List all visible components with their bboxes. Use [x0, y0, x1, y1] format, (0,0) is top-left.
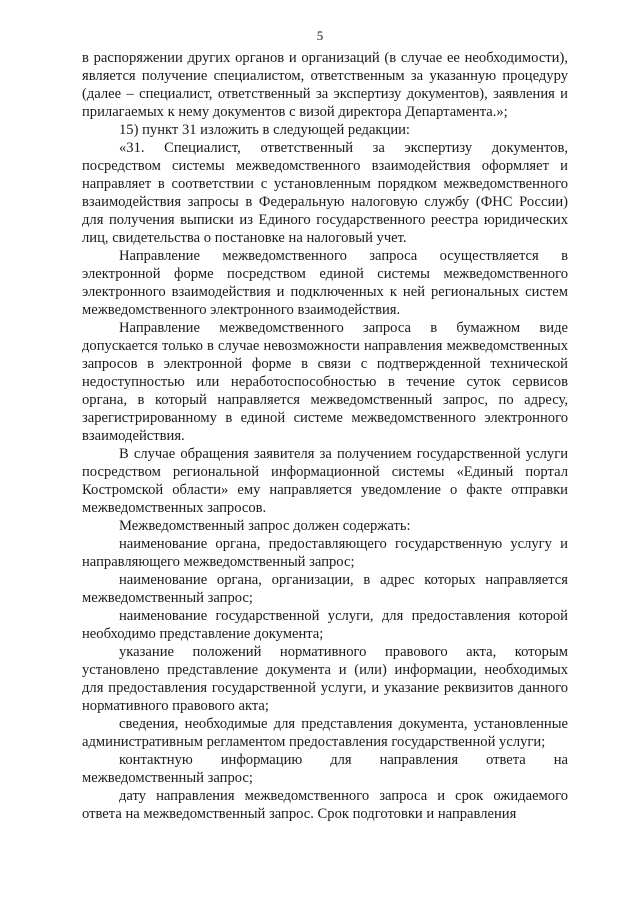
- paragraph-14: дату направления межведомственного запроса и срок ожидаемого ответа на межведомственный запрос. Срок подготовки и направления: [82, 788, 568, 822]
- paragraph-9: наименование органа, организации, в адрес которых направляется межведомственный запрос;: [82, 572, 568, 606]
- document-body: [82, 49, 568, 823]
- paragraph-2: 15) пункт 31 изложить в следующей редакции:: [119, 122, 410, 138]
- paragraph-5: Направление межведомственного запроса в бумажном виде допускается только в случае невозможности направления межведомственных запросов в электронной форме в связи с подтвержденной технической недоступностью или неработоспособностью в течение суток сервисов органа, в который направляется межведомственный запрос, по адресу, зарегистрированному в единой системе межведомственного электронного взаимодействия.: [82, 320, 568, 444]
- paragraph-4: Направление межведомственного запроса осуществляется в электронной форме посредством единой системы межведомственного электронного взаимодействия и подключенных к ней региональных систем межведомственного электронного взаимодействия.: [82, 248, 568, 318]
- paragraph-1: в распоряжении других органов и организаций (в случае ее необходимости), является получение специалистом, ответственным за указанную процедуру (далее – специалист, ответственный за экспертизу документов), заявления и прилагаемых к нему документов с визой директора Департамента.»;: [82, 50, 568, 120]
- paragraph-10: наименование государственной услуги, для предоставления которой необходимо представление документа;: [82, 608, 568, 642]
- paragraph-7: Межведомственный запрос должен содержать:: [119, 518, 411, 534]
- paragraph-11: указание положений нормативного правового акта, которым установлено представление документа и (или) информации, необходимых для предоставления государственной услуги, и указание реквизитов данного нормативного правового акта;: [82, 644, 568, 714]
- paragraph-12: сведения, необходимые для представления документа, установленные административным регламентом предоставления государственной услуги;: [82, 716, 568, 750]
- paragraph-3: «31. Специалист, ответственный за экспертизу документов, посредством системы межведомственного взаимодействия оформляет и направляет в соответствии с установленным порядком межведомственного взаимодействия запросы в Федеральную налоговую службу (ФНС России) для получения выписки из Единого государственного реестра юридических лиц, свидетельства о постановке на налоговый учет.: [82, 140, 568, 246]
- page-number: 5: [316, 28, 324, 43]
- paragraph-8: наименование органа, предоставляющего государственную услугу и направляющего межведомственный запрос;: [82, 536, 568, 570]
- paragraph-6: В случае обращения заявителя за получением государственной услуги посредством региональной информационной системы «Единый портал Костромской области» ему направляется уведомление о факте отправки межведомственных запросов.: [82, 446, 568, 516]
- paragraph-13: контактную информацию для направления ответа на межведомственный запрос;: [82, 752, 568, 786]
